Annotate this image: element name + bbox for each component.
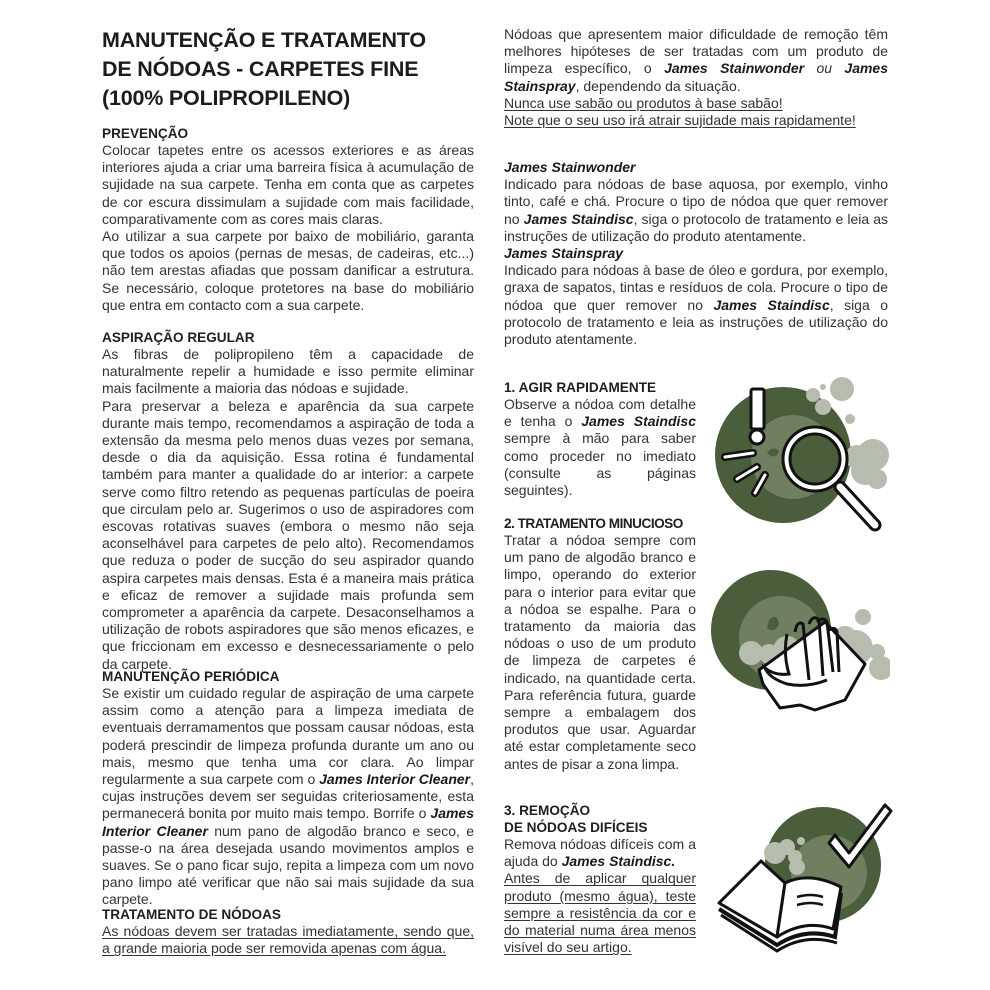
paragraph: As fibras de polipropileno têm a capacidade de naturalmente repelir a humidade e isso permite eliminar mais facilmente a maioria das nódoas e sujidade. xyxy=(102,346,474,397)
step-heading-line-1: 3. REMOÇÃO xyxy=(504,803,591,818)
underlined-note: Antes de aplicar qualquer produto (mesmo água), teste sempre a resistência da cor e do material numa área menos visível do seu artigo. xyxy=(504,870,696,956)
text-run: Se existir um cuidado regular de aspiração de uma carpete assim como a atenção para a limpeza imediata de eventuais derramamentos que possam causar nódoas, esta poderá prescindir de limpeza profunda durante um ano ou mais, mesmo que tenha uma cor clara. Ao limpar regularmente a sua carpete com o xyxy=(102,685,474,788)
text-run: Nódoas que apresentem maior dificuldade de remoção têm melhores hipóteses de ser tratadas com um produto de limpeza específico, o xyxy=(504,26,888,77)
paragraph xyxy=(504,262,888,348)
section-stainwonder xyxy=(504,159,888,348)
text-run: Observe a nódoa com detalhe e tenha o xyxy=(504,396,696,430)
product-name: James Stainwonder xyxy=(664,60,805,77)
text-run: Remova nódoas difíceis com a ajuda do xyxy=(504,836,696,870)
text-run: , siga o protocolo de tratamento e leia as instruções de utilização do produto atentamente. xyxy=(504,296,888,348)
step-1 xyxy=(504,379,696,499)
text-run: Indicado para nódoas à base de óleo e gordura, por exemplo, graxa de sapatos, tintas e resíduos de cola. Procure o tipo de nódoa que quer remover no xyxy=(504,262,888,313)
paragraph: Ao utilizar a sua carpete por baixo de mobiliário, garanta que todos os apoios (pernas de mesas, de cadeiras, etc...) não tem arestas afiadas que possam danificar a estrutura. Se necessário, coloque protetores na base do mobiliário que entra em contacto com a sua carpete. xyxy=(102,228,474,313)
title-line-2: DE NÓDOAS - CARPETES FINE xyxy=(102,57,419,81)
step-heading: 2. TRATAMENTO MINUCIOSO xyxy=(504,516,683,531)
book-checkmark-icon xyxy=(705,795,895,955)
product-name: James Stainspray xyxy=(504,60,888,94)
paragraph xyxy=(504,26,888,95)
paragraph: Tratar a nódoa sempre com um pano de algodão branco e limpo, operando do exterior para o interior para evitar que a nódoa se espalhe. Para o tratamento da maioria das nódoas o uso de um produto de limpeza de carpetes é indicado, na quantidade certa. Para referência futura, guarde sempre a embalagem dos produtos que usar. Aguardar até estar completamente seco antes de pisar a zona limpa. xyxy=(504,532,696,772)
product-name: James Staindisc xyxy=(713,296,830,313)
paragraph: Colocar tapetes entre os acessos exteriores e as áreas interiores ajuda a criar uma barreira física à acumulação de sujidade na sua carpete. Tenha em conta que as carpetes de cor escura dissimulam a sujidade com mais facilidade, comparativamente com as cores mais claras. xyxy=(102,142,474,227)
title-line-1: MANUTENÇÃO E TRATAMENTO xyxy=(102,28,426,52)
text-run: , dependendo da situação. xyxy=(575,77,741,94)
text-run: ou xyxy=(804,60,845,77)
step-heading-line-2: DE NÓDOAS DIFÍCEIS xyxy=(504,820,648,835)
section-tratamento xyxy=(102,906,474,957)
section-heading: TRATAMENTO DE NÓDOAS xyxy=(102,907,281,922)
section-heading: MANUTENÇÃO PERIÓDICA xyxy=(102,669,280,684)
product-heading: James Stainspray xyxy=(504,245,624,262)
paragraph xyxy=(504,396,696,499)
step-3 xyxy=(504,802,696,956)
warning-2: Note que o seu uso irá atrair sujidade mais rapidamente! xyxy=(504,112,856,129)
step-2 xyxy=(504,515,696,773)
page-title xyxy=(102,26,482,113)
product-name: James Staindisc xyxy=(523,210,634,227)
section-heading: ASPIRAÇÃO REGULAR xyxy=(102,330,255,345)
step-heading: 1. AGIR RAPIDAMENTE xyxy=(504,380,657,395)
section-aspiracao xyxy=(102,329,474,673)
warning-1: Nunca use sabão ou produtos à base sabão! xyxy=(504,94,783,111)
product-name: James Interior Cleaner xyxy=(319,771,471,788)
paragraph xyxy=(102,685,474,909)
product-heading: James Stainwonder xyxy=(504,159,636,175)
text-run: num pano de algodão branco e seco, e passe-o na área desejada usando movimentos amplos e suaves. Se o pano ficar sujo, repita a limpeza com um novo pano limpo até verificar que não sai mais sujidade da sua carpete. xyxy=(102,822,474,908)
section-intro xyxy=(504,26,888,129)
paragraph: Para preservar a beleza e aparência da sua carpete durante mais tempo, recomendamos a aspiração de toda a extensão da mesma pelo menos duas vezes por semana, desde o dia da aquisição. Essa rotina é fundamental também para manter a qualidade do ar interior: a carpete serve como filtro retendo as pequenas partículas de poeira que circulam pelo ar. Sugerimos o uso de aspiradores com escovas rotativas suaves (embora o mesmo não seja aconselhável para carpetes de pelo alto). Recomendamos que reduza o poder de sucção do seu aspirador quando aspira carpetes mais densas. Esta é a maneira mais prática e eficaz de remover a sujidade mais profunda sem comprometer a aparência da carpete. Desaconselhamos a utilização de robots aspiradores que são menos eficazes, e que friccionam em excesso e desnecessariamente o pelo da carpete. xyxy=(102,397,474,672)
paragraph xyxy=(504,176,888,245)
text-run: , cujas instruções devem ser seguidas criteriosamente, esta permanecerá bonita por muito mais tempo. Borrife o xyxy=(102,771,474,822)
title-line-3: (100% POLIPROPILENO) xyxy=(102,86,351,110)
product-name: James Staindisc. xyxy=(561,853,676,870)
hand-cloth-icon xyxy=(705,560,890,730)
text-run: Indicado para nódoas de base aquosa, por exemplo, vinho tinto, café e chá. Procure o tipo de nódoa que quer remover no xyxy=(504,176,888,227)
section-prevencao xyxy=(102,125,474,314)
text-run: sempre à mão para saber como proceder no imediato (consulte as páginas seguintes). xyxy=(504,430,696,499)
section-heading: PREVENÇÃO xyxy=(102,126,189,141)
product-name: James Staindisc xyxy=(581,413,696,430)
section-manutencao xyxy=(102,668,474,909)
magnifier-exclamation-icon xyxy=(705,375,890,540)
text-run: , siga o protocolo de tratamento e leia as instruções de utilização do produto atentamente. xyxy=(504,210,888,244)
paragraph xyxy=(504,836,696,870)
underlined-note: As nódoas devem ser tratadas imediatamente, sendo que, a grande maioria pode ser removida apenas com água. xyxy=(102,923,474,957)
product-name: James Interior Cleaner xyxy=(102,805,474,839)
